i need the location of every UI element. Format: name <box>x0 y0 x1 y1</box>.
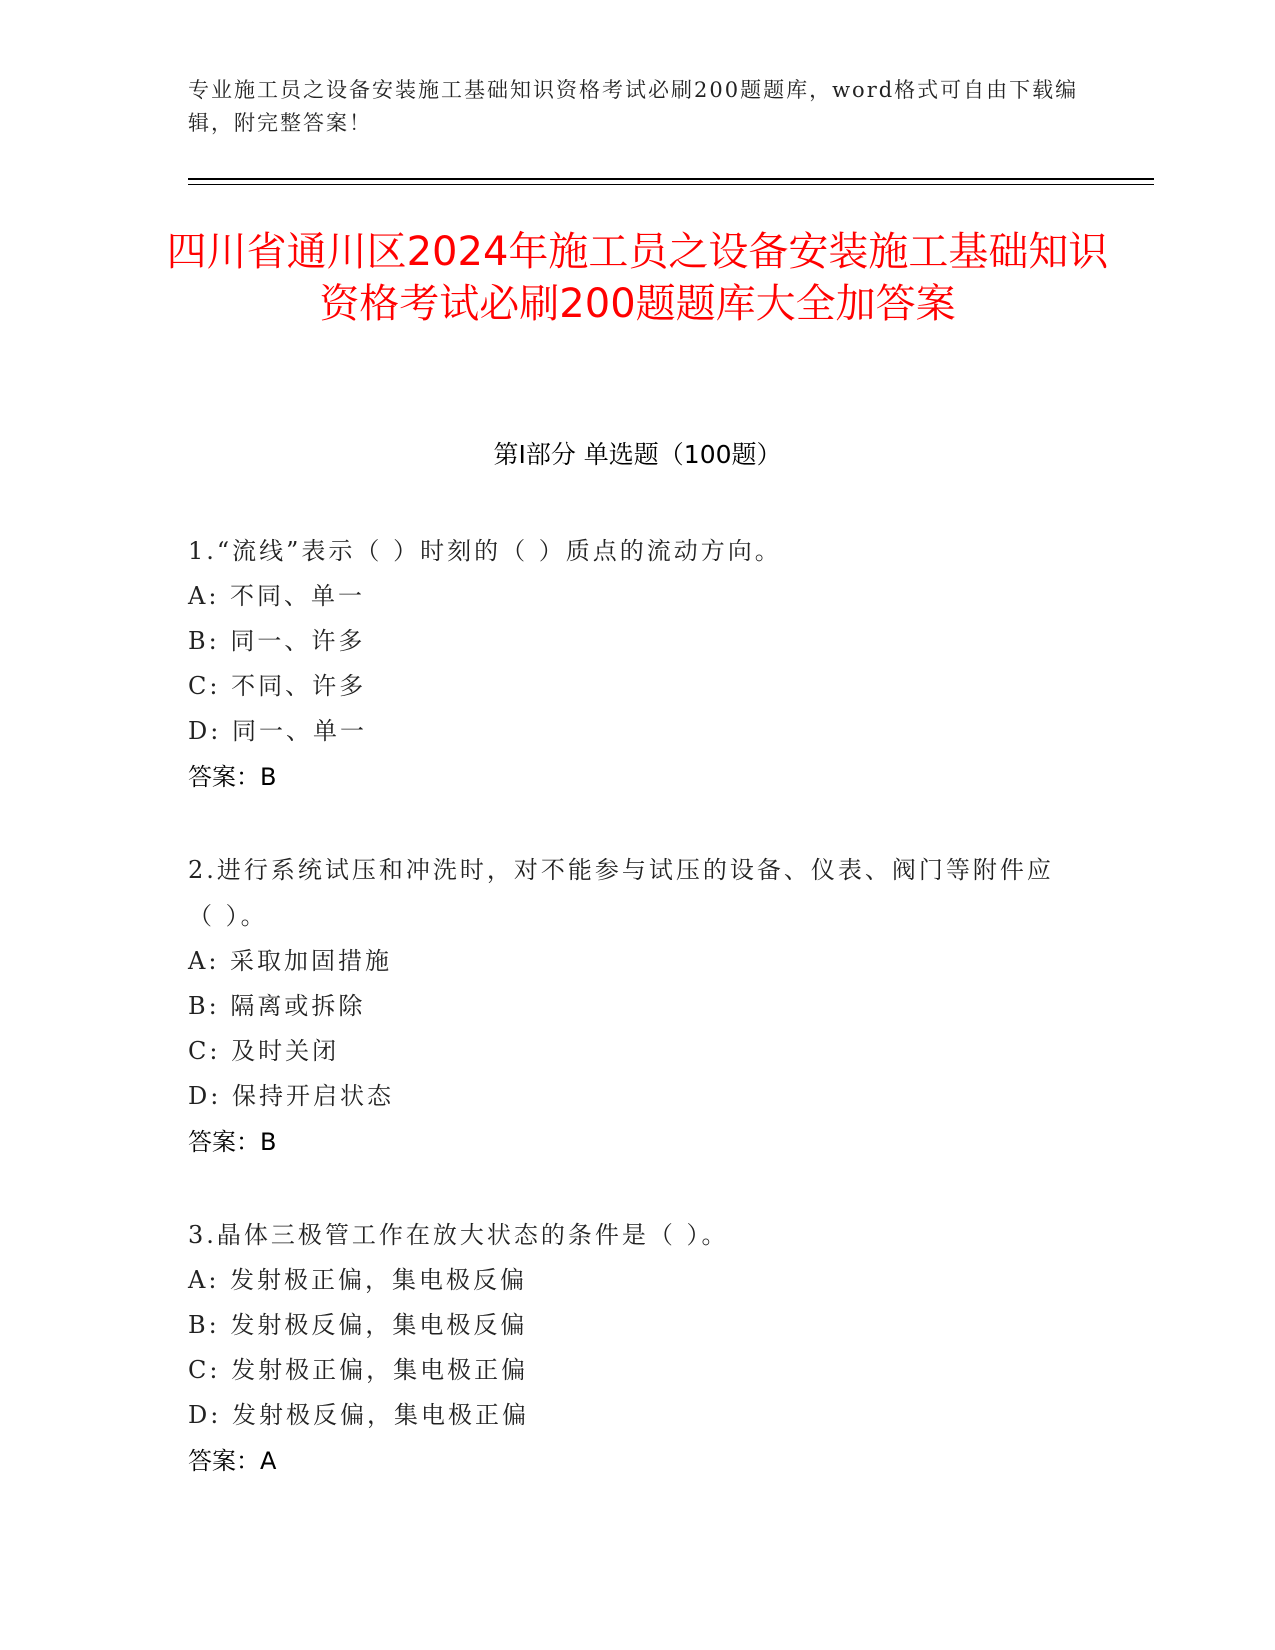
option-d: D: 保持开启状态 <box>188 1082 394 1110</box>
question-stem: 3.晶体三极管工作在放大状态的条件是（ ）。 <box>188 1221 729 1249</box>
question-stem: 2.进行系统试压和冲洗时，对不能参与试压的设备、仪表、阀门等附件应（ ）。 <box>188 856 1054 930</box>
option-c: C: 不同、许多 <box>188 672 367 700</box>
option-a: A: 采取加固措施 <box>188 947 393 975</box>
document-header-note: 专业施工员之设备安装施工基础知识资格考试必刷200题题库，word格式可自由下载编辑，附完整答案！ <box>188 78 1079 135</box>
question-stem: 1.“流线”表示（ ）时刻的（ ）质点的流动方向。 <box>188 537 782 565</box>
option-c: C: 发射极正偏，集电极正偏 <box>188 1356 529 1384</box>
option-d: D: 同一、单一 <box>188 717 367 745</box>
answer-line: 答案：A <box>188 1447 277 1475</box>
option-b: B: 同一、许多 <box>188 627 366 655</box>
question-item <box>188 847 1068 1165</box>
question-item <box>188 1212 1068 1484</box>
option-a: A: 发射极正偏，集电极反偏 <box>188 1266 528 1294</box>
section-heading: 第I部分 单选题（100题） <box>493 440 782 469</box>
option-a: A: 不同、单一 <box>188 582 366 610</box>
option-b: B: 隔离或拆除 <box>188 992 366 1020</box>
answer-line: 答案：B <box>188 763 277 791</box>
option-b: B: 发射极反偏，集电极反偏 <box>188 1311 528 1339</box>
question-item <box>188 528 1068 800</box>
option-d: D: 发射极反偏，集电极正偏 <box>188 1401 529 1429</box>
header-divider-thick <box>188 178 1154 180</box>
document-title: 四川省通川区2024年施工员之设备安装施工基础知识资格考试必刷200题题库大全加答案 <box>166 229 1109 327</box>
header-divider-thin <box>188 184 1154 185</box>
question-list <box>188 528 1068 1531</box>
answer-line: 答案：B <box>188 1128 277 1156</box>
option-c: C: 及时关闭 <box>188 1037 340 1065</box>
